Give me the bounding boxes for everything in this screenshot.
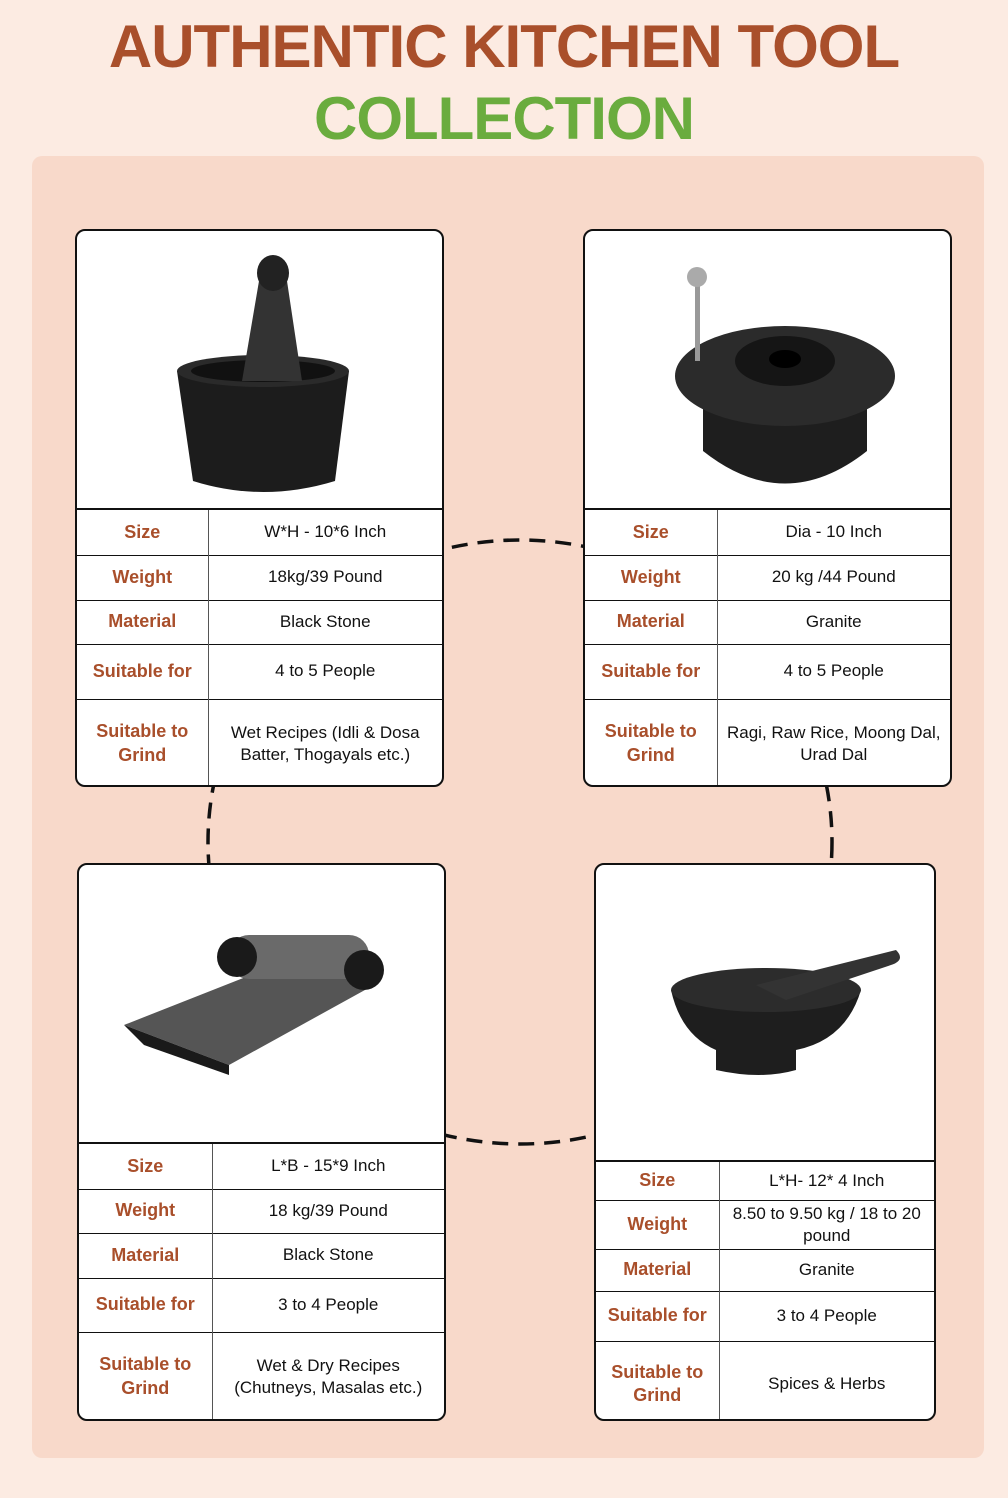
spec-row-weight: [585, 555, 950, 600]
spec-value: 8.50 to 9.50 kg / 18 to 20 pound: [719, 1200, 934, 1249]
spec-value: Ragi, Raw Rice, Moong Dal, Urad Dal: [717, 699, 950, 787]
spec-row-material: [77, 600, 442, 644]
spec-value: 4 to 5 People: [208, 644, 442, 699]
spec-value: Black Stone: [208, 600, 442, 644]
spec-row-suitable-for: [585, 644, 950, 699]
spec-row-suitable-for: [79, 1278, 444, 1332]
spec-label: Material: [585, 600, 717, 644]
spec-label: Suitable to Grind: [585, 699, 717, 787]
spec-value: Dia - 10 Inch: [785, 522, 882, 542]
spec-row-material: [79, 1233, 444, 1278]
spec-row-weight: [596, 1200, 934, 1249]
spec-label: Weight: [585, 555, 717, 600]
spec-row-size: [596, 1162, 934, 1200]
spec-value: 18 kg/39 Pound: [212, 1189, 444, 1233]
spec-label: Size: [596, 1162, 719, 1200]
spec-row-weight: [77, 555, 442, 600]
spec-row-suitable-to-grind: [79, 1332, 444, 1421]
spec-label: Suitable for: [79, 1278, 212, 1332]
spec-label: Suitable for: [585, 644, 717, 699]
spec-value: W*H - 10*6 Inch: [264, 522, 387, 542]
product-image-grinding-slab-roller: [79, 865, 444, 1144]
spec-value: Wet & Dry Recipes (Chutneys, Masalas etc.): [212, 1332, 444, 1421]
spec-label: Size: [77, 510, 208, 555]
spec-table: [596, 1162, 934, 1421]
spec-value: L*H- 12* 4 Inch: [769, 1170, 885, 1190]
spec-value: Black Stone: [212, 1233, 444, 1278]
spec-value: Granite: [717, 600, 950, 644]
spec-label: Suitable for: [596, 1291, 719, 1341]
spec-table: [77, 510, 442, 787]
product-image-mortar-pestle: [77, 231, 442, 510]
spec-row-size: [79, 1144, 444, 1189]
product-card-mortar-pestle: [75, 229, 444, 787]
spec-label: Weight: [79, 1189, 212, 1233]
spec-label: Material: [79, 1233, 212, 1278]
spec-label: Size: [79, 1144, 212, 1189]
title-line-2: COLLECTION: [314, 85, 694, 152]
product-card-grinding-slab-roller: [77, 863, 446, 1421]
spec-label: Suitable to Grind: [596, 1341, 719, 1421]
spec-label: Suitable to Grind: [79, 1332, 212, 1421]
product-card-rotary-grinder: [583, 229, 952, 787]
spec-label: Weight: [596, 1200, 719, 1249]
product-card-bowl-pestle: [594, 863, 936, 1421]
spec-label: Weight: [77, 555, 208, 600]
spec-row-suitable-to-grind: [77, 699, 442, 787]
spec-row-suitable-to-grind: [585, 699, 950, 787]
spec-row-suitable-to-grind: [596, 1341, 934, 1421]
spec-value: 20 kg /44 Pound: [717, 555, 950, 600]
spec-table: [585, 510, 950, 787]
spec-row-size: [77, 510, 442, 555]
spec-value: Spices & Herbs: [719, 1341, 934, 1421]
spec-row-material: [596, 1249, 934, 1291]
spec-value: 3 to 4 People: [212, 1278, 444, 1332]
spec-value: Wet Recipes (Idli & Dosa Batter, Thogayals etc.): [208, 699, 442, 787]
spec-row-suitable-for: [77, 644, 442, 699]
spec-label: Suitable to Grind: [77, 699, 208, 787]
title-line-1: AUTHENTIC KITCHEN TOOL: [108, 13, 900, 80]
spec-row-suitable-for: [596, 1291, 934, 1341]
spec-value: Granite: [719, 1249, 934, 1291]
spec-table: [79, 1144, 444, 1421]
spec-label: Size: [585, 510, 717, 555]
spec-value: 3 to 4 People: [719, 1291, 934, 1341]
product-image-rotary-grinder: [585, 231, 950, 510]
spec-value: 4 to 5 People: [717, 644, 950, 699]
spec-label: Suitable for: [77, 644, 208, 699]
spec-row-weight: [79, 1189, 444, 1233]
spec-value: L*B - 15*9 Inch: [271, 1156, 386, 1176]
spec-label: Material: [77, 600, 208, 644]
spec-row-material: [585, 600, 950, 644]
spec-value: 18kg/39 Pound: [208, 555, 442, 600]
product-image-bowl-pestle: [596, 865, 934, 1162]
spec-label: Material: [596, 1249, 719, 1291]
spec-row-size: [585, 510, 950, 555]
